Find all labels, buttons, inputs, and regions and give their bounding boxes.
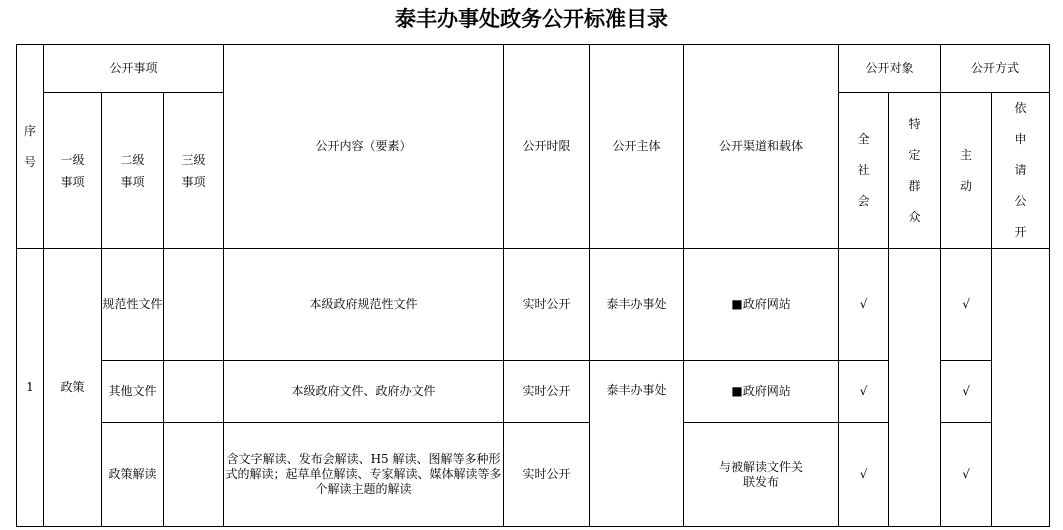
cell-level3 (164, 423, 224, 527)
cell-subject: 泰丰办事处 (590, 249, 684, 361)
header-target-specific: 特定群众 (889, 93, 941, 249)
cell-channel: 与被解读文件关联发布 (684, 423, 839, 527)
cell-method-active: √ (941, 249, 992, 361)
cell-content: 本级政府规范性文件 (224, 249, 504, 361)
header-method-request: 依申请公开 (992, 93, 1050, 249)
cell-time-limit: 实时公开 (504, 361, 590, 423)
header-time-limit: 公开时限 (504, 45, 590, 249)
cell-level2: 政策解读 (102, 423, 164, 527)
header-level3: 三级事项 (164, 93, 224, 249)
cell-method-active: √ (941, 361, 992, 423)
header-method-group: 公开方式 (941, 45, 1050, 93)
header-subject: 公开主体 (590, 45, 684, 249)
table-row (17, 249, 1050, 361)
header-index: 序号 (17, 45, 44, 249)
cell-content: 含文字解读、发布会解读、H5 解读、图解等多种形式的解读；起草单位解读、专家解读、媒体解读等多个解读主题的解读 (224, 423, 504, 527)
header-items-group: 公开事项 (44, 45, 224, 93)
cell-method-request (992, 249, 1050, 527)
header-level1: 一级事项 (44, 93, 102, 249)
cell-channel: ■政府网站 (684, 249, 839, 361)
cell-channel: ■政府网站 (684, 361, 839, 423)
header-method-active: 主动 (941, 93, 992, 249)
cell-target-specific (889, 249, 941, 527)
cell-method-active: √ (941, 423, 992, 527)
cell-target-all: √ (839, 361, 889, 423)
cell-content: 本级政府文件、政府办文件 (224, 361, 504, 423)
cell-level2: 其他文件 (102, 361, 164, 423)
cell-time-limit: 实时公开 (504, 423, 590, 527)
cell-level1: 政策 (44, 249, 102, 527)
catalog-table (16, 44, 1050, 527)
cell-index: 1 (17, 249, 44, 527)
header-target-group: 公开对象 (839, 45, 941, 93)
cell-level3 (164, 361, 224, 423)
header-level2: 二级事项 (102, 93, 164, 249)
cell-subject: 泰丰办事处 (590, 361, 684, 527)
cell-level3 (164, 249, 224, 361)
page-title: 泰丰办事处政务公开标准目录 (395, 6, 668, 31)
cell-level2: 规范性文件 (102, 249, 164, 361)
cell-target-all: √ (839, 423, 889, 527)
header-target-all: 全社会 (839, 93, 889, 249)
cell-target-all: √ (839, 249, 889, 361)
header-channel: 公开渠道和载体 (684, 45, 839, 249)
cell-time-limit: 实时公开 (504, 249, 590, 361)
header-content: 公开内容（要素） (224, 45, 504, 249)
